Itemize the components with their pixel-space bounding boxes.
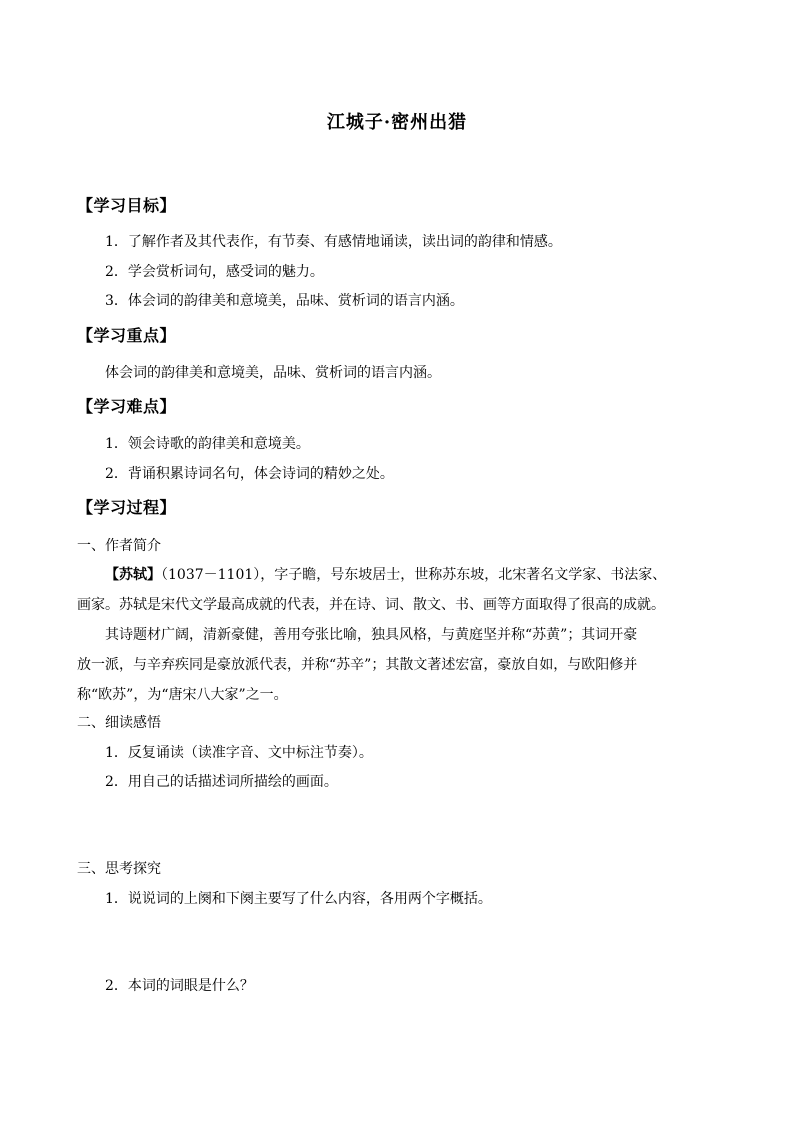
section-reading-title: 二、细读感悟 [77,715,161,731]
key-points-text: 体会词的韵律美和意境美，品味、赏析词的语言内涵。 [105,365,441,381]
objective-item: 1．了解作者及其代表作，有节奏、有感情地诵读，读出词的韵律和情感。 [105,234,562,250]
objective-item: 3．体会词的韵律美和意境美，品味、赏析词的语言内涵。 [105,293,464,309]
process-heading: 【学习过程】 [77,498,177,517]
key-points-heading: 【学习重点】 [77,326,177,345]
bio-para2-line-3: 称“欧苏”，为“唐宋八大家”之一。 [77,687,288,703]
difficulties-heading: 【学习难点】 [77,397,177,416]
section-author-title: 一、作者简介 [77,538,161,554]
thinking-item: 2．本词的词眼是什么？ [105,978,254,994]
objective-item: 2．学会赏析词句，感受词的魅力。 [105,264,324,280]
bio-para2-line-1: 其诗题材广阔，清新豪健，善用夸张比喻，独具风格，与黄庭坚并称“苏黄”；其词开豪 [105,627,638,643]
reading-item: 1．反复诵读（读准字音、文中标注节奏）。 [105,745,373,761]
objectives-heading: 【学习目标】 [77,196,177,215]
thinking-item: 1．说说词的上阕和下阕主要写了什么内容，各用两个字概括。 [105,891,492,907]
bio-line-1-text: （1037－1101），字子瞻，号东坡居士，世称苏东坡，北宋著名文学家、书法家、 [161,567,667,583]
bio-line-2: 画家。苏轼是宋代文学最高成就的代表，并在诗、词、散文、书、画等方面取得了很高的成就。 [77,597,665,613]
difficulty-item: 1．领会诗歌的韵律美和意境美。 [105,436,310,452]
difficulty-item: 2．背诵积累诗词名句，体会诗词的精妙之处。 [105,466,394,482]
bio-name: 【苏轼】 [105,567,161,583]
section-thinking-title: 三、思考探究 [77,861,161,877]
bio-line-1 [105,566,666,584]
bio-para2-line-2: 放一派，与辛弃疾同是豪放派代表，并称“苏辛”；其散文著述宏富，豪放自如，与欧阳修并 [77,657,638,673]
page-title: 江城子·密州出猎 [326,112,468,133]
reading-item: 2．用自己的话描述词所描绘的画面。 [105,774,338,790]
